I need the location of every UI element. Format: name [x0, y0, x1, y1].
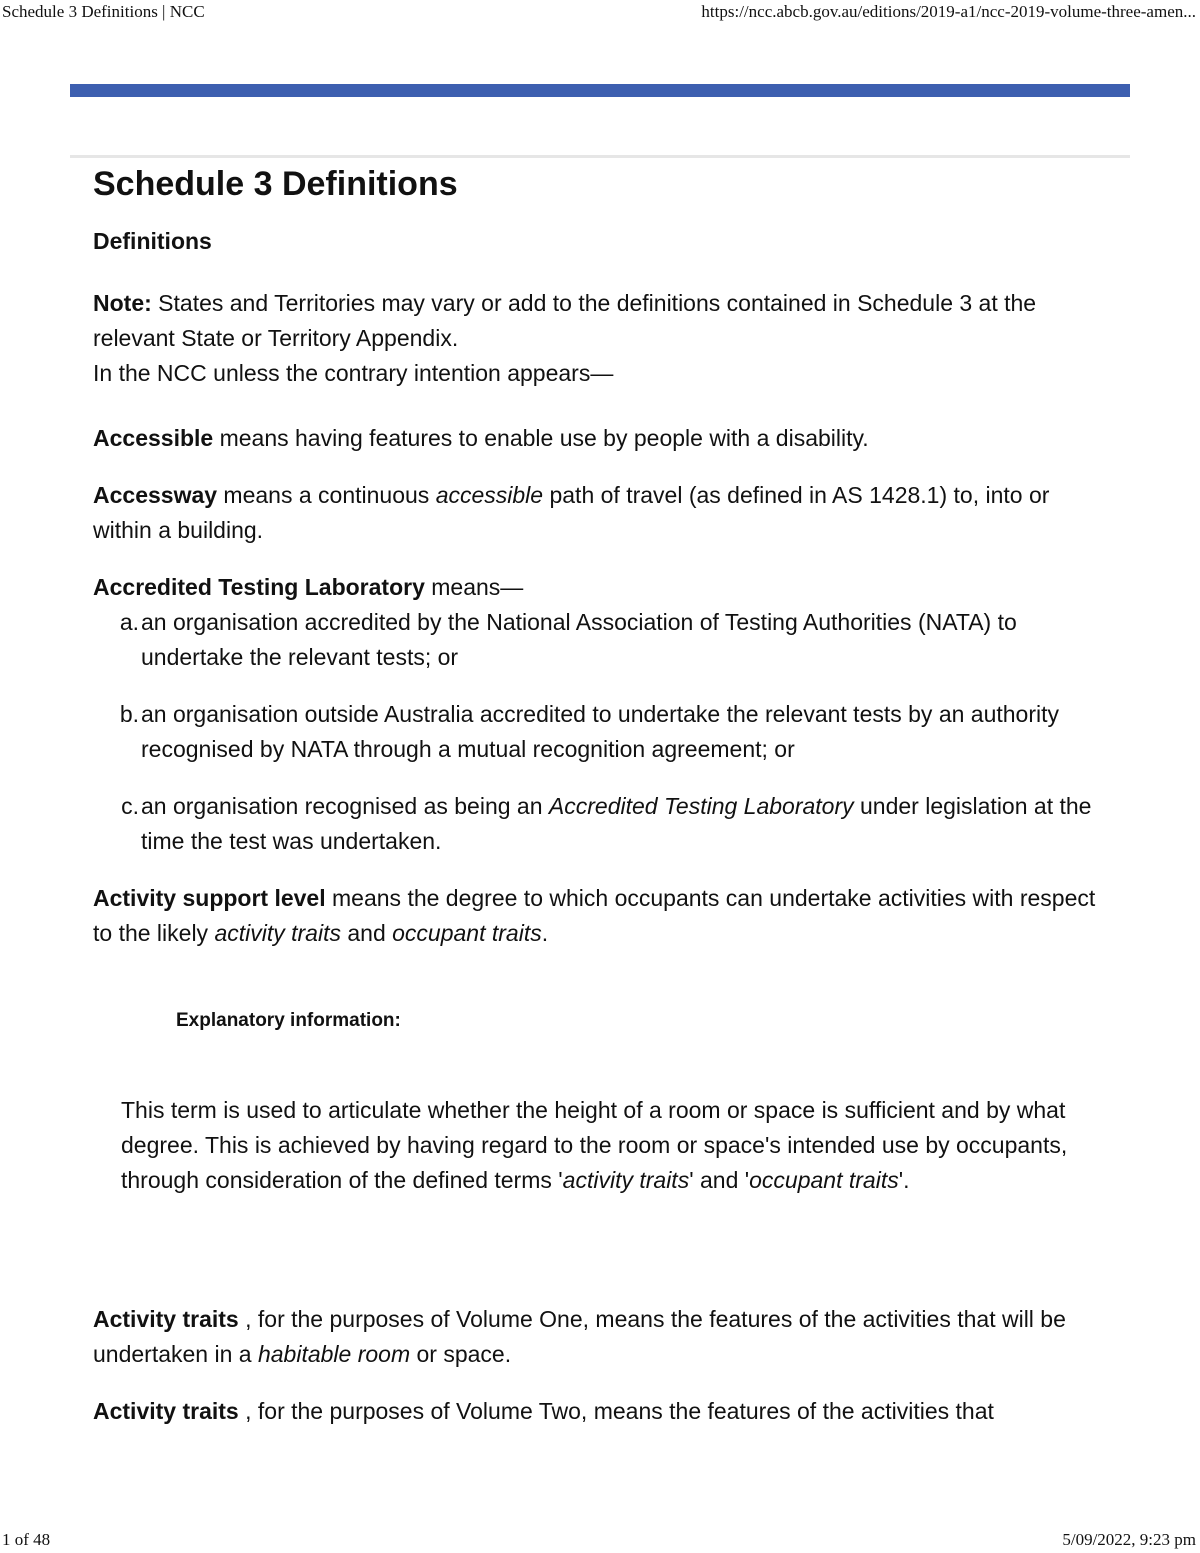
- title-divider: [70, 155, 1130, 158]
- explanatory-text: '.: [898, 1167, 910, 1193]
- definition-text: means a continuous: [217, 482, 436, 508]
- page-title: Schedule 3 Definitions: [93, 165, 458, 203]
- print-header: [0, 2, 1200, 22]
- list-item-text: an organisation outside Australia accredited to undertake the relevant tests by an authority recognised by NATA through a mutual recognition agreement; or: [141, 701, 1060, 762]
- defined-term-link: occupant traits: [749, 1167, 899, 1193]
- explanatory-heading: Explanatory information:: [176, 1010, 401, 1031]
- list-marker: a.: [119, 609, 139, 635]
- defined-term-link: occupant traits: [392, 920, 542, 946]
- brand-bar: [70, 84, 1130, 97]
- definition-activity-traits-volume-one: [93, 1302, 1113, 1372]
- term-activity-traits: Activity traits: [93, 1306, 239, 1332]
- defined-term-link: habitable room: [257, 1341, 411, 1367]
- defined-term-link: accessible: [435, 482, 544, 508]
- print-footer: [0, 1530, 1200, 1550]
- page-number: 1 of 48: [2, 1530, 51, 1549]
- list-marker: b.: [119, 701, 139, 727]
- definition-accessible: [93, 421, 1113, 456]
- definition-text: means the degree to which occupants can undertake activities with respect to the likely: [93, 885, 1096, 946]
- print-url: https://ncc.abcb.gov.au/editions/2019-a1/ncc-2019-volume-three-amen...: [701, 2, 1196, 21]
- definition-text: and: [340, 920, 393, 946]
- document-content: [93, 162, 1113, 1429]
- definition-text: , for the purposes of Volume Two, means the features of the activities that: [238, 1398, 994, 1424]
- term-activity-support-level: Activity support level: [93, 885, 326, 911]
- explanatory-body: [121, 1093, 1081, 1198]
- list-item-text-part: an organisation recognised as being an: [141, 793, 549, 819]
- definition-text: .: [541, 920, 549, 946]
- term-accessway: Accessway: [93, 482, 218, 508]
- definition-activity-traits-volume-two: [93, 1394, 1113, 1429]
- note-paragraph: [93, 286, 1113, 356]
- defined-term-link: Accredited Testing Laboratory: [548, 793, 854, 819]
- section-heading: Definitions: [93, 228, 212, 254]
- note-text: States and Territories may vary or add to the definitions contained in Schedule 3 at the relevant State or Territory Appendix.: [93, 290, 1037, 351]
- defined-term-link: activity traits: [562, 1167, 690, 1193]
- list-item-text: [141, 789, 1113, 859]
- print-timestamp: 5/09/2022, 9:23 pm: [1062, 1530, 1196, 1549]
- intro-paragraph: In the NCC unless the contrary intention appears—: [93, 360, 614, 386]
- list-item-text: an organisation accredited by the National Association of Testing Authorities (NATA) to undertake the relevant tests; or: [141, 609, 1017, 670]
- list-item: [93, 697, 1113, 767]
- defined-term-link: activity traits: [214, 920, 341, 946]
- definition-text: , for the purposes of Volume One, means the features of the activities that will be undertaken in a: [93, 1306, 1066, 1367]
- definition-accessway: [93, 478, 1113, 548]
- list-item: [93, 605, 1113, 675]
- explanatory-text: ' and ': [689, 1167, 750, 1193]
- term-accredited-testing-laboratory: Accredited Testing Laboratory: [93, 574, 425, 600]
- print-page-title: Schedule 3 Definitions | NCC: [2, 2, 205, 21]
- definition-text: or space.: [410, 1341, 512, 1367]
- definition-text: means having features to enable use by people with a disability.: [213, 425, 869, 451]
- list-item-text-part: under legislation at the time the test was undertaken.: [141, 793, 1092, 854]
- accredited-lab-list: [93, 605, 1113, 859]
- definition-text: means—: [424, 574, 524, 600]
- term-activity-traits: Activity traits: [93, 1398, 239, 1424]
- explanatory-text: This term is used to articulate whether the height of a room or space is sufficient and by what degree. This is achieved by having regard to the room or space's intended use by occupants, through consideration of the defined terms ': [121, 1097, 1068, 1193]
- list-marker: c.: [121, 793, 139, 819]
- definition-accredited-testing-laboratory: [93, 570, 1113, 605]
- term-accessible: Accessible: [93, 425, 214, 451]
- note-label: Note:: [93, 290, 152, 316]
- definition-text: path of travel (as defined in AS 1428.1) to, into or within a building.: [93, 482, 1050, 543]
- definition-activity-support-level: [93, 881, 1113, 951]
- list-item: [93, 789, 1113, 859]
